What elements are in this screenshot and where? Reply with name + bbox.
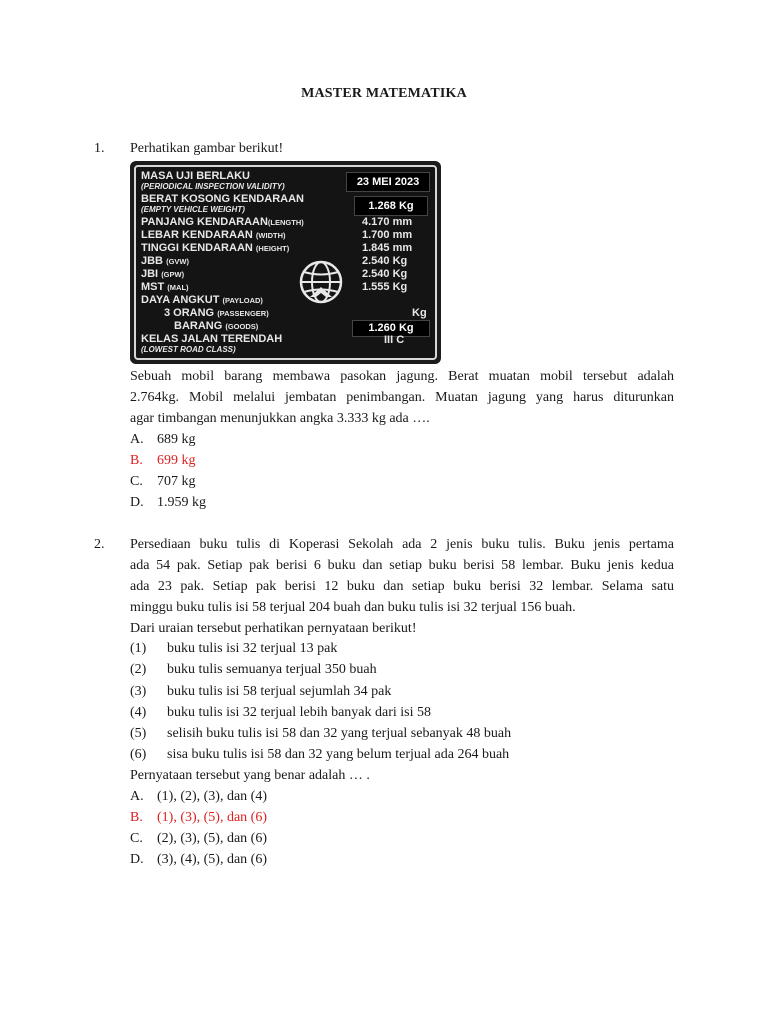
plate-row-label: MASA UJI BERLAKU [141, 170, 250, 182]
question-1-text-line: agar timbangan menunjukkan angka 3.333 kg ada …. [130, 411, 430, 426]
plate-row-label: TINGGI KENDARAAN (HEIGHT) [141, 242, 290, 254]
plate-row-value: 2.540 Kg [362, 268, 408, 280]
plate-row-value: III C [384, 334, 405, 346]
question-1-text-line: Sebuah mobil barang membawa pasokan jagung. Berat muatan mobil tersebut adalah [130, 369, 674, 384]
question-2-text-line: Persediaan buku tulis di Koperasi Sekolah ada 2 jenis buku tulis. Buku jenis pertama [130, 537, 674, 552]
statement-item: (1) buku tulis isi 32 terjual 13 pak [130, 641, 338, 656]
question-2-option-d[interactable]: D. (3), (4), (5), dan (6) [130, 852, 268, 867]
plate-row-label: JBB (GVW) [141, 255, 189, 267]
question-2-text-line: minggu buku tulis isi 58 terjual 204 buah dan buku tulis isi 32 terjual 156 buah. [130, 600, 576, 615]
globe-emblem-icon [296, 257, 346, 307]
plate-row-label: KELAS JALAN TERENDAH [141, 333, 283, 345]
plate-row-sub: (LOWEST ROAD CLASS) [141, 345, 236, 354]
plate-row-label: JBI (GPW) [141, 268, 185, 280]
question-1-number: 1. [94, 141, 105, 156]
statement-item: (3) buku tulis isi 58 terjual sejumlah 34 pak [130, 684, 392, 699]
plate-row-sub: (EMPTY VEHICLE WEIGHT) [141, 205, 245, 214]
plate-row-value: 4.170 mm [362, 216, 413, 228]
question-1-option-d[interactable]: D. 1.959 kg [130, 495, 206, 510]
vehicle-inspection-plate [130, 161, 441, 364]
question-1-option-c[interactable]: C. 707 kg [130, 474, 196, 489]
plate-row-label: PANJANG KENDARAAN(LENGTH) [141, 216, 304, 228]
plate-row-value: Kg [412, 307, 427, 319]
question-2-option-b[interactable]: B. (1), (3), (5), dan (6) [130, 810, 268, 825]
plate-row-sub: (PERIODICAL INSPECTION VALIDITY) [141, 182, 285, 191]
question-2-question: Pernyataan tersebut yang benar adalah … . [130, 768, 370, 783]
plate-row-label: DAYA ANGKUT (PAYLOAD) [141, 294, 263, 306]
question-2-text-line: ada 23 pak. Setiap pak berisi 12 buku dan setiap buku berisi 32 lembar. Selama satu [130, 579, 674, 594]
plate-row-value: 1.555 Kg [362, 281, 408, 293]
statement-item: (4) buku tulis isi 32 terjual lebih banyak dari isi 58 [130, 705, 432, 720]
question-2-option-c[interactable]: C. (2), (3), (5), dan (6) [130, 831, 268, 846]
plate-row-value: 1.845 mm [362, 242, 413, 254]
plate-row-label: BARANG (GOODS) [174, 320, 259, 332]
plate-border [134, 165, 437, 360]
plate-row-label: MST (MAL) [141, 281, 189, 293]
statement-item: (5) selisih buku tulis isi 58 dan 32 yang terjual sebanyak 48 buah [130, 726, 512, 741]
statement-item: (6) sisa buku tulis isi 58 dan 32 yang belum terjual ada 264 buah [130, 747, 510, 762]
plate-row-label: BERAT KOSONG KENDARAAN [141, 193, 304, 205]
plate-row-value: 1.700 mm [362, 229, 413, 241]
question-1-option-a[interactable]: A. 689 kg [130, 432, 196, 447]
question-2-option-a[interactable]: A. (1), (2), (3), dan (4) [130, 789, 268, 804]
plate-row-label: 3 ORANG (PASSENGER) [164, 307, 269, 319]
statement-item: (2) buku tulis semuanya terjual 350 buah [130, 662, 377, 677]
plate-row-value: 2.540 Kg [362, 255, 408, 267]
question-2-text-line: ada 54 pak. Setiap pak berisi 6 buku dan setiap buku berisi 58 lembar. Buku jenis kedua [130, 558, 674, 573]
question-1-prompt: Perhatikan gambar berikut! [130, 141, 284, 156]
question-1-option-b[interactable]: B. 699 kg [130, 453, 196, 468]
inspection-date-box: 23 MEI 2023 [346, 172, 430, 192]
empty-weight-box: 1.268 Kg [354, 196, 428, 216]
question-2-number: 2. [94, 537, 105, 552]
plate-row-label: LEBAR KENDARAAN (WIDTH) [141, 229, 286, 241]
question-1-text-line: 2.764kg. Mobil melalui jembatan penimbangan. Muatan jagung yang harus diturunkan [130, 390, 674, 405]
page-title: MASTER MATEMATIKA [301, 86, 467, 101]
question-2-intro: Dari uraian tersebut perhatikan pernyataan berikut! [130, 621, 417, 636]
goods-payload-box: 1.260 Kg [352, 320, 430, 337]
